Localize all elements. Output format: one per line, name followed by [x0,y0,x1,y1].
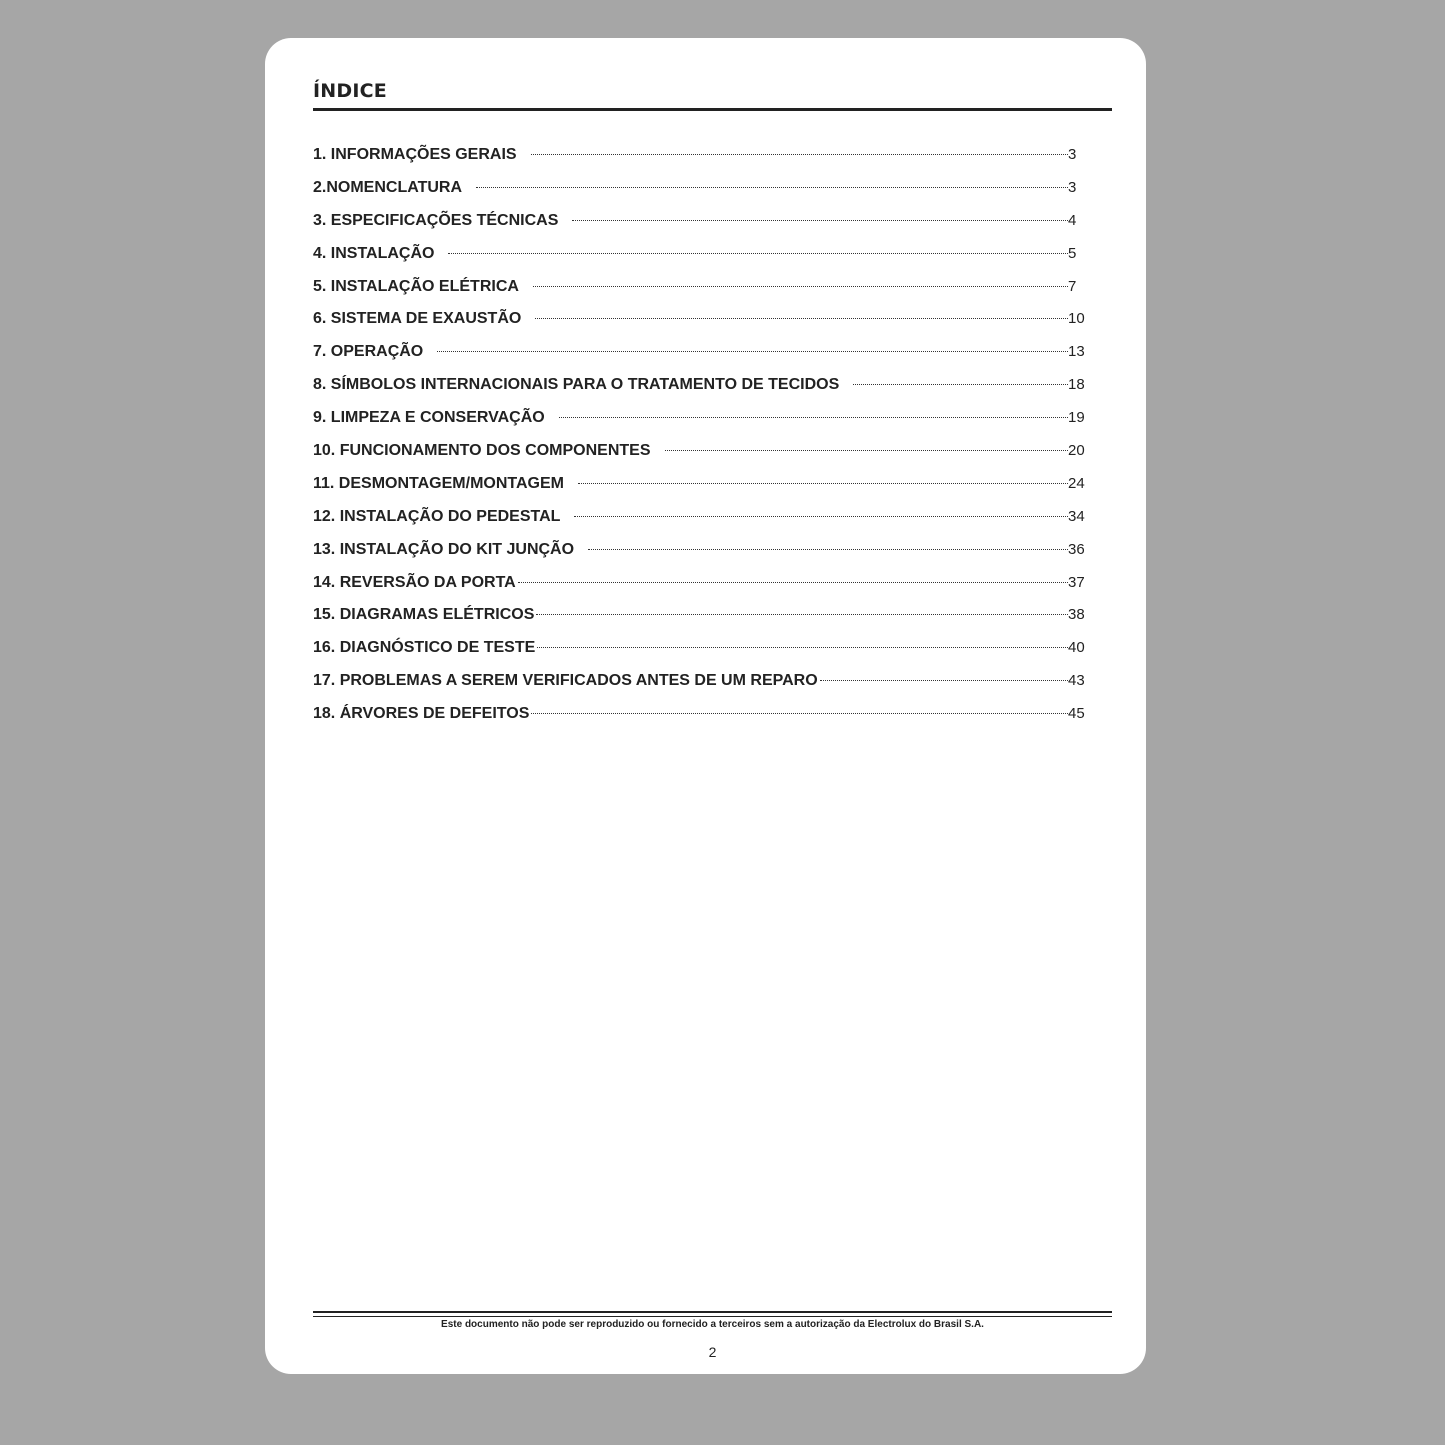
toc-entry-title: 2.NOMENCLATURA [313,178,463,196]
toc-entry-page: 34 [1068,507,1085,525]
toc-entry [313,672,1087,705]
footer-rule [313,1316,1112,1317]
toc-entry-leader [518,582,1068,583]
heading-rule [313,108,1112,111]
toc-entry-page: 38 [1068,606,1085,624]
toc-entry-leader [535,318,1068,319]
toc-entry-page: 13 [1068,343,1085,361]
toc-entry-leader [574,516,1068,517]
toc-entry-title: 18. ÁRVORES DE DEFEITOS [313,705,530,723]
toc-entry-title: 14. REVERSÃO DA PORTA [313,573,516,591]
toc-entry-leader [537,647,1068,648]
toc-entry-leader [476,187,1068,188]
document-page [265,38,1146,1374]
toc-entry-title: 1. INFORMAÇÕES GERAIS [313,146,517,163]
toc-entry [313,508,1087,541]
toc-entry [313,705,1087,738]
toc-entry [313,212,1087,245]
toc-entry-title: 3. ESPECIFICAÇÕES TÉCNICAS [313,211,559,229]
toc-entry [313,606,1087,639]
footer-rule [313,1311,1112,1313]
toc-entry [313,310,1087,343]
toc-entry-page: 4 [1068,211,1077,229]
toc-entry [313,376,1087,409]
toc-entry-leader [559,417,1068,418]
toc-entry-title: 11. DESMONTAGEM/MONTAGEM [313,474,564,492]
toc-entry-leader [572,220,1068,221]
toc-entry-title: 15. DIAGRAMAS ELÉTRICOS [313,606,535,624]
toc-entry-leader [820,680,1068,681]
toc-entry [313,343,1087,376]
toc-entry-title: 8. SÍMBOLOS INTERNACIONAIS PARA O TRATAMENTO DE TECIDOS [313,376,840,394]
toc-entry-page: 18 [1068,376,1085,394]
toc-entry-page: 20 [1068,442,1085,460]
toc-entry-title: 10. FUNCIONAMENTO DOS COMPONENTES [313,442,651,460]
toc-entry-title: 6. SISTEMA DE EXAUSTÃO [313,310,522,328]
toc-entry [313,541,1087,574]
toc-entry-leader [536,614,1068,615]
toc-entry-leader [448,253,1068,254]
toc-entry-page: 3 [1068,146,1077,163]
toc-entry-title: 5. INSTALAÇÃO ELÉTRICA [313,277,519,295]
toc-entry-title: 13. INSTALAÇÃO DO KIT JUNÇÃO [313,540,575,558]
toc-entry-leader [531,154,1068,155]
toc-entry [313,179,1087,212]
toc-entry [313,475,1087,508]
toc-entry-leader [853,384,1068,385]
toc-entry-page: 7 [1068,277,1077,295]
toc-entry [313,409,1087,442]
toc-entry-page: 10 [1068,310,1085,328]
toc-entry-title: 7. OPERAÇÃO [313,343,424,361]
toc-entry [313,639,1087,672]
toc-entry-page: 40 [1068,639,1085,657]
toc-entry-leader [588,549,1068,550]
toc-entry-title: 4. INSTALAÇÃO [313,244,435,262]
toc-entry-title: 12. INSTALAÇÃO DO PEDESTAL [313,507,561,525]
toc-entry [313,574,1087,607]
toc-entry-page: 43 [1068,672,1085,690]
page-heading: ÍNDICE [313,80,387,102]
toc-entry-page: 24 [1068,474,1085,492]
toc-entry-page: 45 [1068,705,1085,723]
copyright-notice: Este documento não pode ser reproduzido ou fornecido a terceiros sem a autorização da Electrolux do Brasil S.A. [441,1319,984,1330]
toc-entry-leader [578,483,1068,484]
toc-entry-leader [533,286,1068,287]
toc-entry [313,278,1087,311]
toc-entry-title: 16. DIAGNÓSTICO DE TESTE [313,639,536,657]
toc-entry [313,245,1087,278]
toc-entry [313,146,1087,179]
toc-entry [313,442,1087,475]
toc-entry-leader [531,713,1068,714]
toc-entry-title: 17. PROBLEMAS A SEREM VERIFICADOS ANTES DE UM REPARO [313,672,818,690]
toc-entry-title: 9. LIMPEZA E CONSERVAÇÃO [313,409,545,427]
toc-entry-leader [437,351,1068,352]
page-number: 2 [708,1344,717,1360]
toc-entry-page: 3 [1068,178,1077,196]
toc-entry-page: 19 [1068,409,1085,427]
toc-entry-page: 5 [1068,244,1077,262]
toc-entry-page: 37 [1068,573,1085,591]
table-of-contents [313,146,1087,738]
toc-entry-page: 36 [1068,540,1085,558]
toc-entry-leader [665,450,1068,451]
